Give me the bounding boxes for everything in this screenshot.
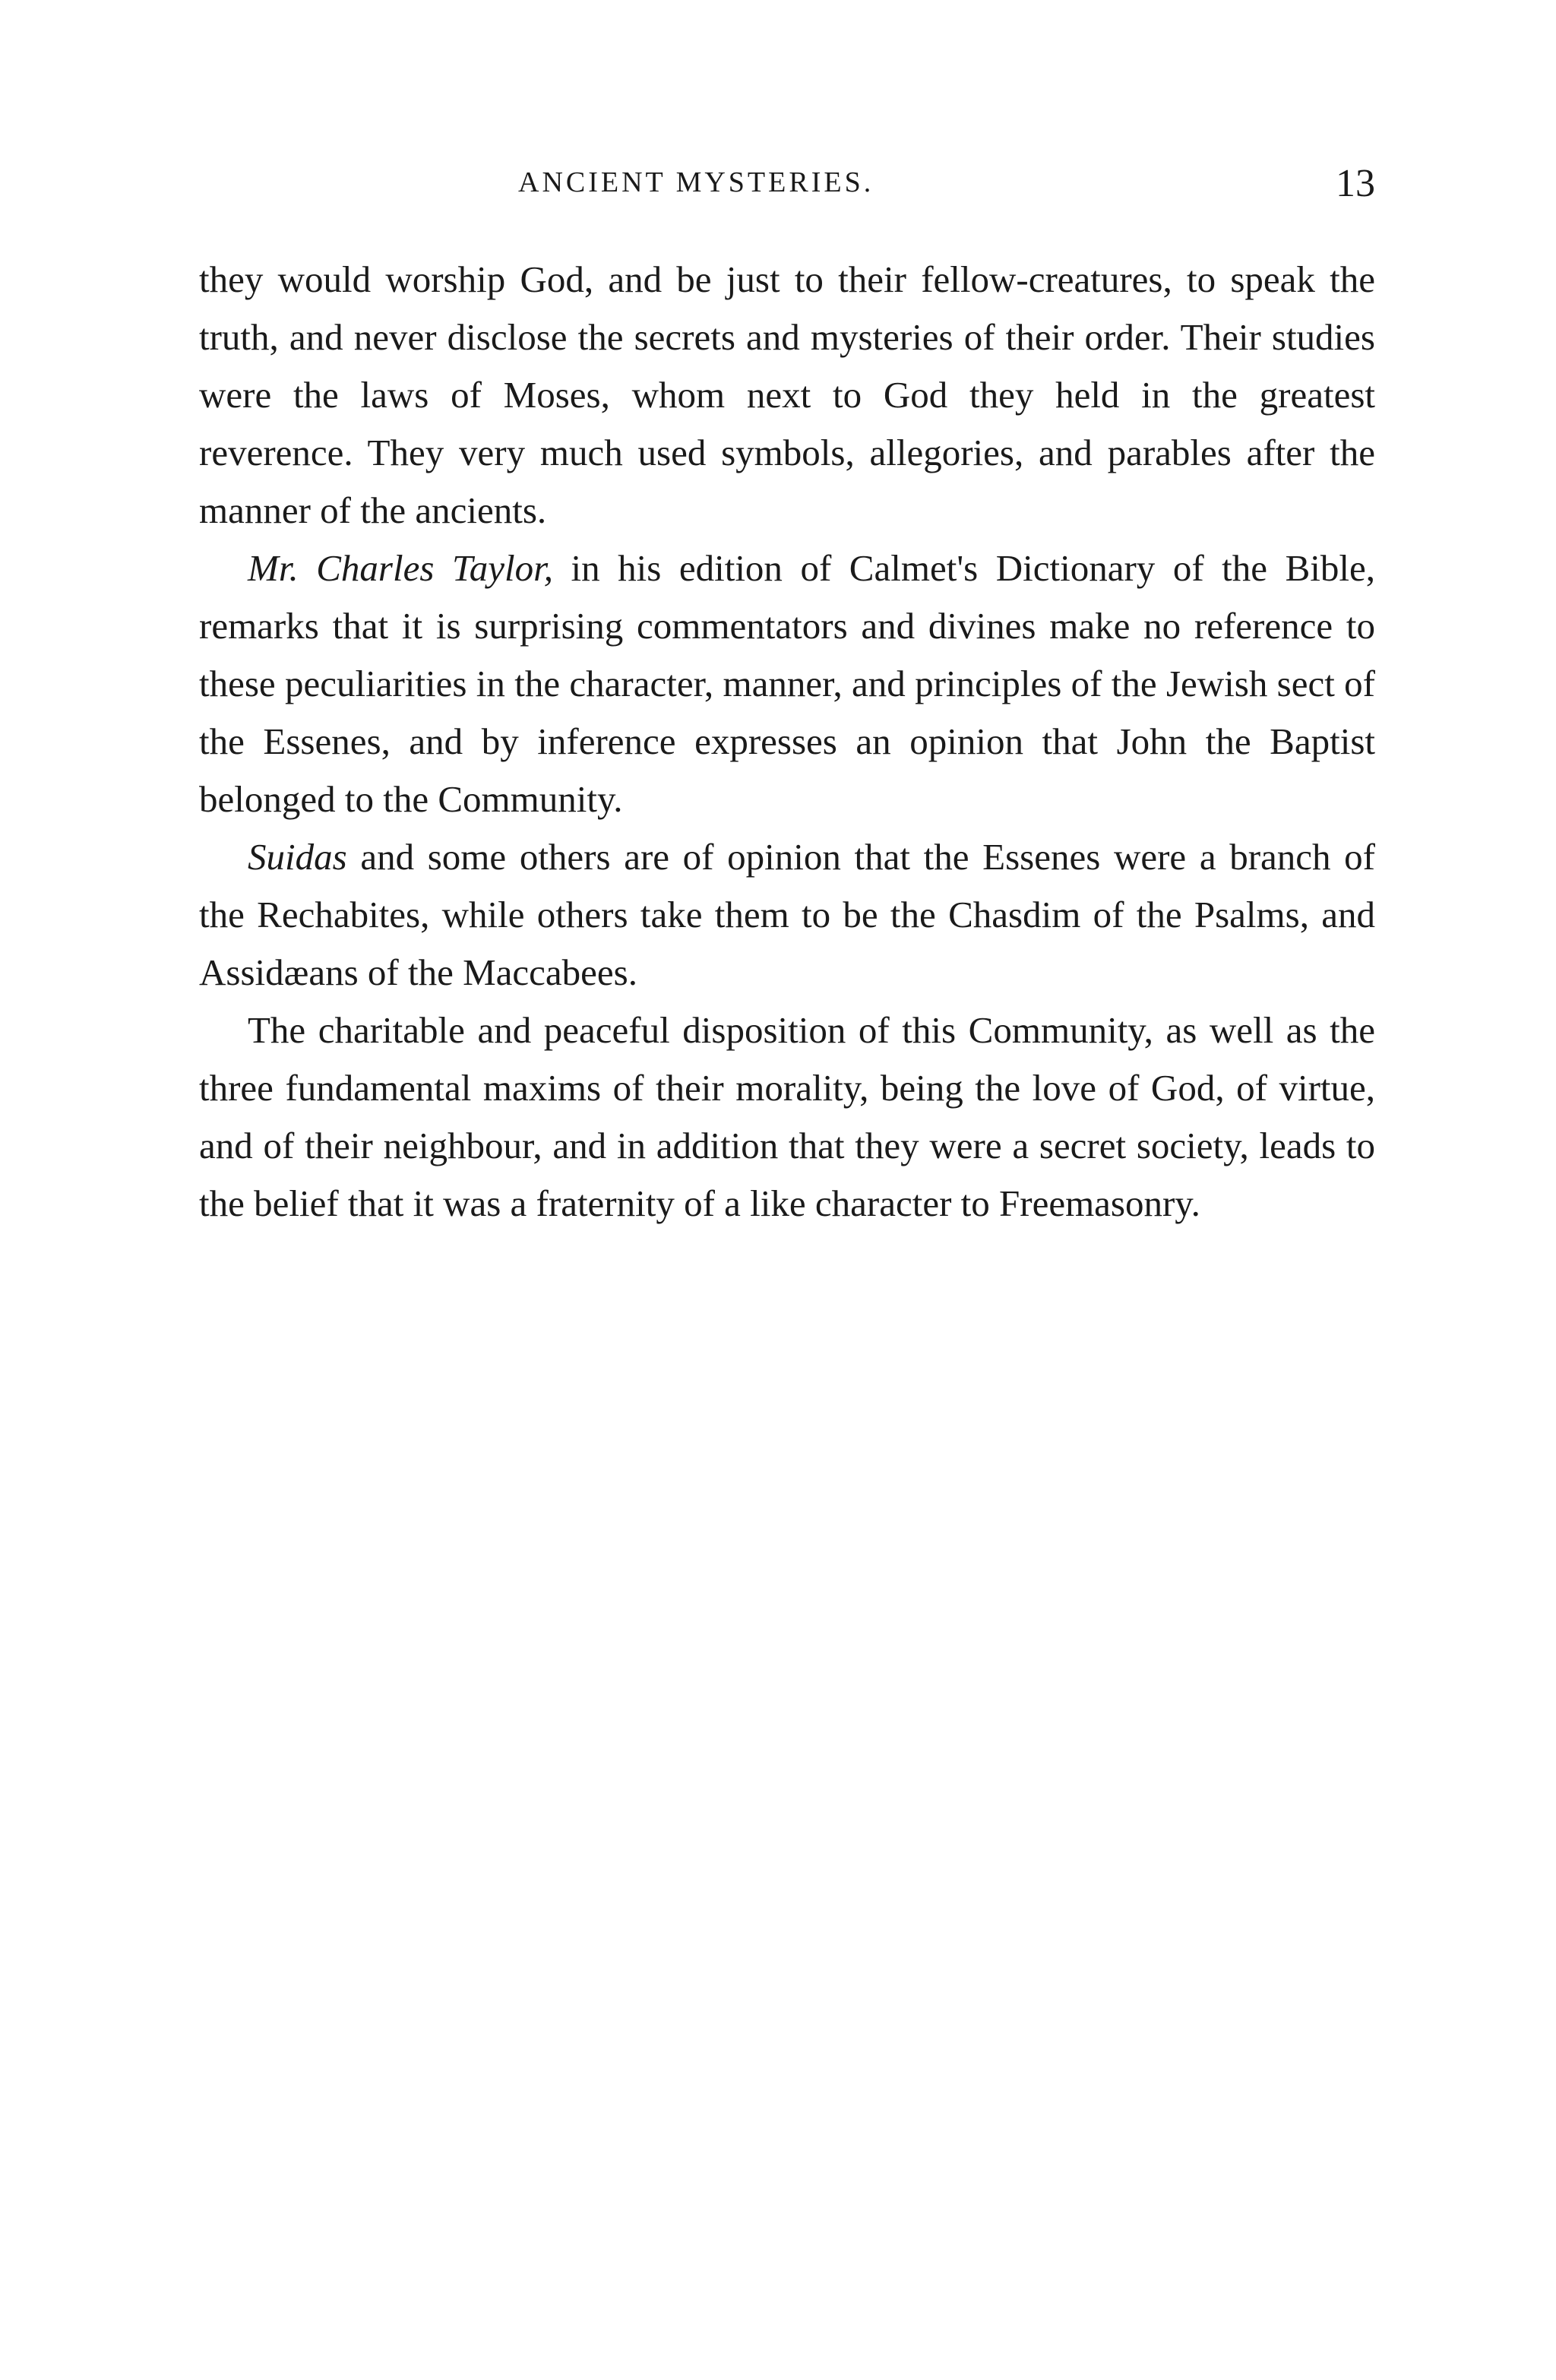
paragraph-3 xyxy=(199,828,1375,1002)
body-text xyxy=(199,251,1375,1233)
running-head xyxy=(199,161,1375,207)
paragraph-4 xyxy=(199,1002,1375,1233)
running-title: ANCIENT MYSTERIES. xyxy=(518,166,874,198)
paragraph-1-text: they would worship God, and be just to their fellow-creatures, to speak the truth, and never disclose the secrets and mysteries of their order. Their studies were the laws of Moses, whom next to God they held in the greatest reverence. They very much used symbols, allegories, and parables after the manner of the ancients. xyxy=(199,258,1375,531)
paragraph-1 xyxy=(199,251,1375,540)
paragraph-4-text: The charitable and peaceful disposition of this Community, as well as the three fundamental maxims of their morality, being the love of God, of virtue, and of their neighbour, and in addition that they were a secret society, leads to the belief that it was a fraternity of a like character to Freemasonry. xyxy=(199,1009,1375,1224)
paragraph-3-lead-name: Suidas xyxy=(248,836,347,878)
paragraph-2-lead-name: Mr. Charles Taylor, xyxy=(248,547,553,589)
paragraph-3-text: and some others are of opinion that the Essenes were a branch of the Rechabites, while others take them to be the Chasdim of the Psalms, and Assidæans of the Maccabees. xyxy=(199,836,1375,993)
page-number: 13 xyxy=(1336,162,1375,205)
paragraph-2 xyxy=(199,540,1375,828)
paragraph-2-text: in his edition of Calmet's Dictionary of the Bible, remarks that it is surprising commentators and divines make no reference to these peculiarities in the character, manner, and principles of the Jewish sect of the Essenes, and by inference expresses an opinion that John the Baptist belonged to the Community. xyxy=(199,547,1375,820)
